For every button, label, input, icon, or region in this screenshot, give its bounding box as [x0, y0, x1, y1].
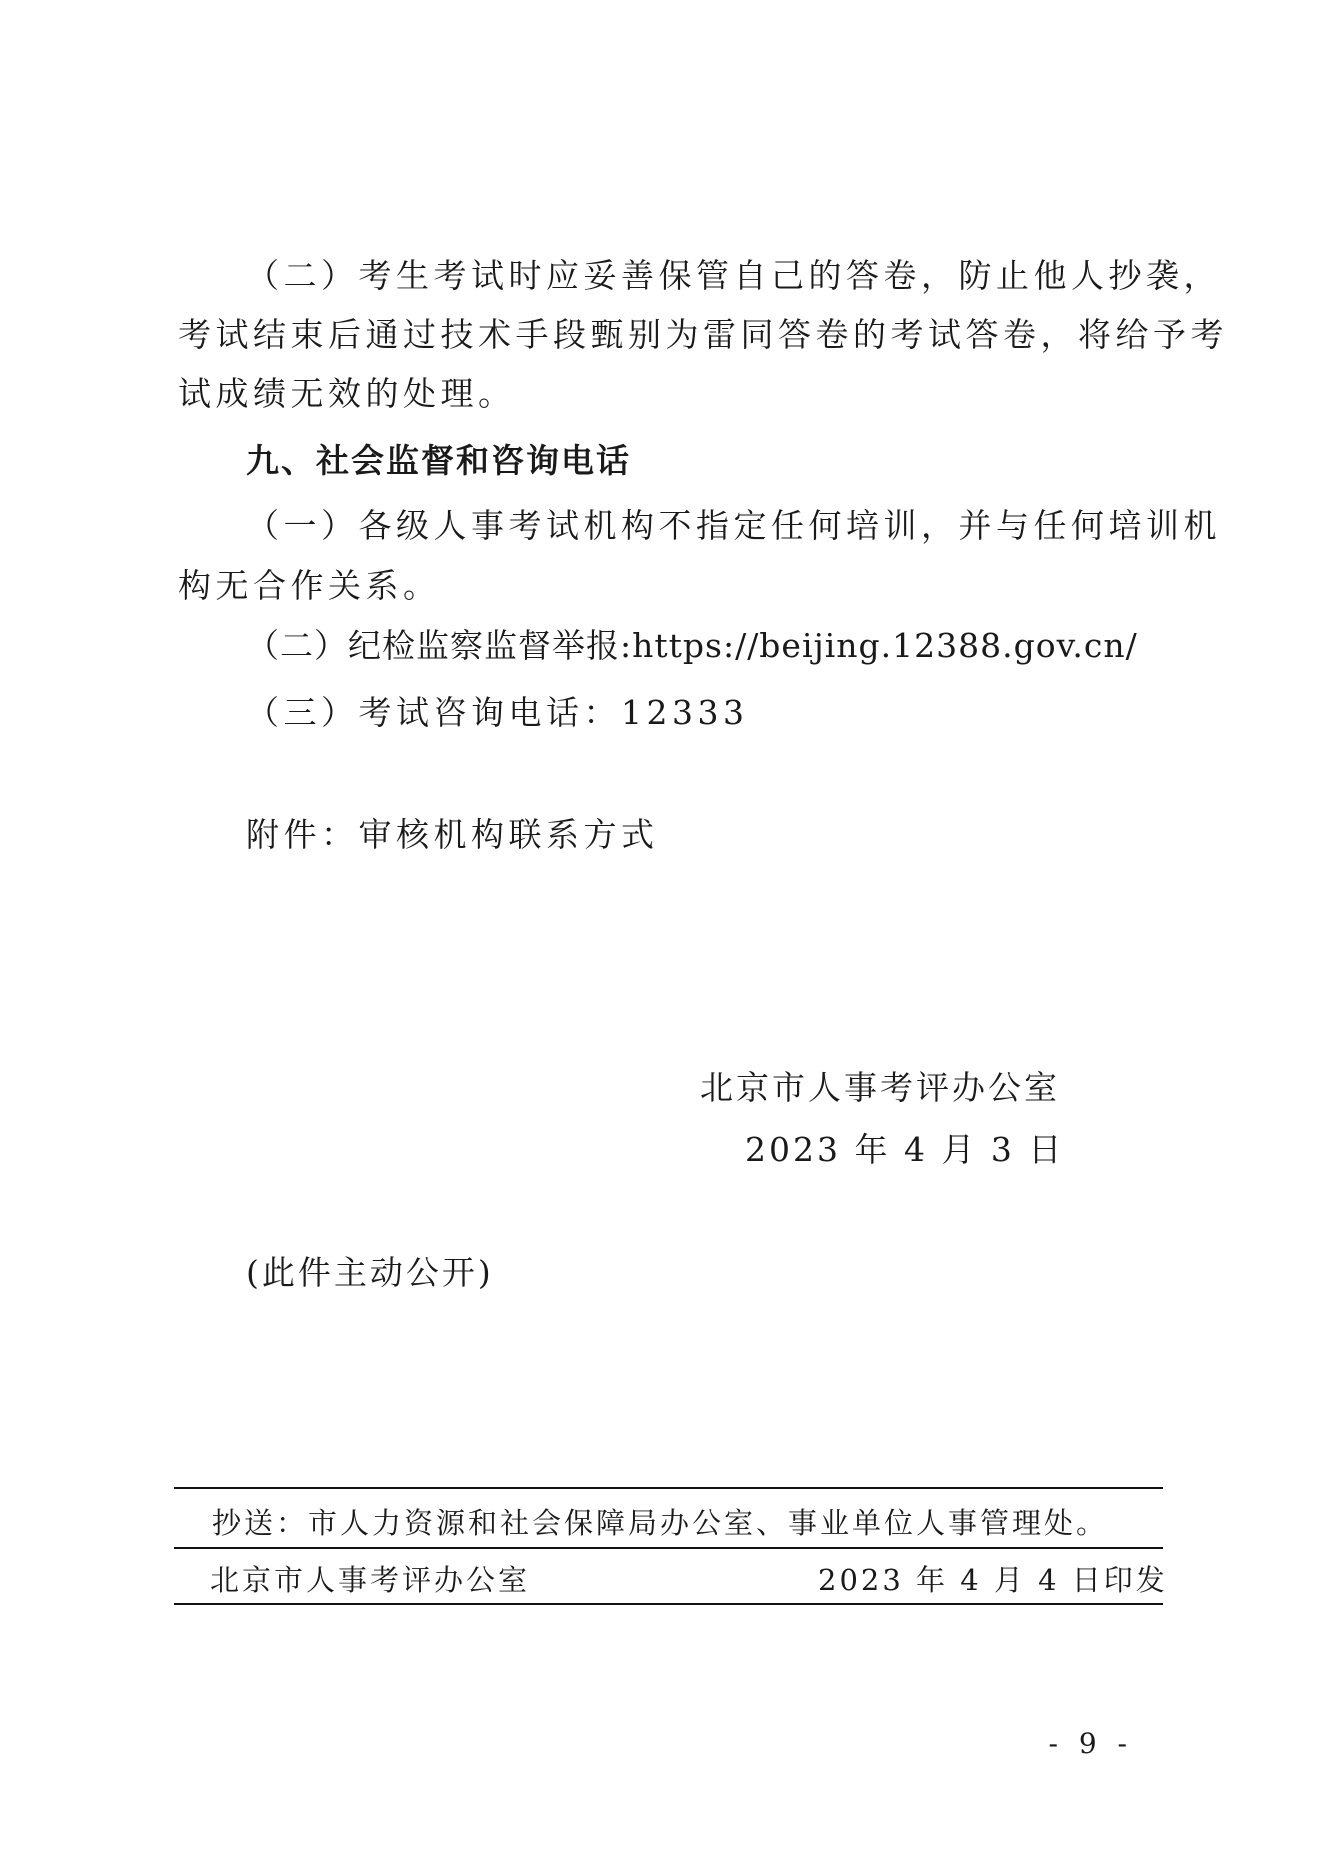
- section-nine-item-1-line-1: （一）各级人事考试机构不指定任何培训，并与任何培训机: [246, 506, 1221, 545]
- signature-date: 2023 年 4 月 3 日: [745, 1130, 1065, 1169]
- page-number: - 9 -: [1048, 1727, 1133, 1760]
- footer-middle-rule: [174, 1547, 1163, 1549]
- section-nine-heading: 九、社会监督和咨询电话: [246, 441, 631, 480]
- disclosure-note: (此件主动公开): [246, 1253, 494, 1292]
- section-nine-item-3: （三）考试咨询电话：12333: [246, 693, 749, 732]
- footer-bottom-rule: [174, 1603, 1163, 1605]
- footer-print-date: 2023 年 4 月 4 日印发: [818, 1563, 1168, 1597]
- para-two-line-2: 考试结束后通过技术手段甄别为雷同答卷的考试答卷，将给予考: [178, 315, 1228, 354]
- signature-issuer: 北京市人事考评办公室: [700, 1068, 1060, 1107]
- section-nine-item-2: （二）纪检监察监督举报:https://beijing.12388.gov.cn/: [246, 626, 1138, 665]
- para-two-line-1: （二）考生考试时应妥善保管自己的答卷，防止他人抄袭，: [246, 256, 1221, 295]
- footer-issuer: 北京市人事考评办公室: [210, 1563, 531, 1597]
- footer-cc: 抄送：市人力资源和社会保障局办公室、事业单位人事管理处。: [212, 1506, 1109, 1540]
- attachment-line: 附件：审核机构联系方式: [246, 815, 659, 854]
- section-nine-item-1-line-2: 构无合作关系。: [178, 566, 441, 605]
- footer-top-rule: [174, 1487, 1163, 1489]
- para-two-line-3: 试成绩无效的处理。: [178, 374, 516, 413]
